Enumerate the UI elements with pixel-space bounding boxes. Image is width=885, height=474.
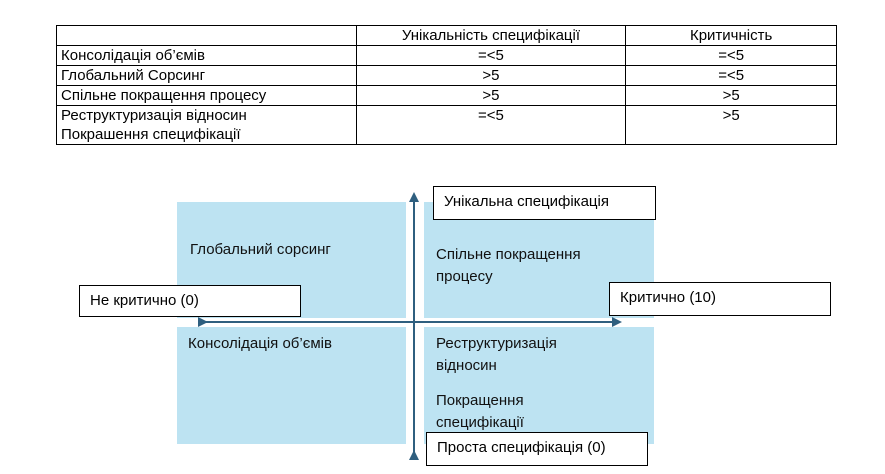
axis-label-unique-spec: Унікальна специфікація [433,186,656,220]
row-label: Спільне покращення процесу [57,86,357,106]
row-criticality: >5 [626,86,837,106]
quadrant-label-volume-consolidation: Консолідація об’ємів [188,335,332,352]
joint-improvement-line2: процесу [436,268,493,285]
row-uniqueness: =<5 [356,46,626,66]
row-label: Глобальний Сорсинг [57,66,357,86]
row-criticality: =<5 [626,66,837,86]
row-uniqueness: =<5 [356,106,626,145]
quadrant-label-global-sourcing: Глобальний сорсинг [190,241,331,258]
restructuring-line1: Реструктуризація [436,335,557,352]
table-header-uniqueness: Унікальність специфікації [356,26,626,46]
restructuring-line2: відносин [436,357,497,374]
row-criticality: >5 [626,106,837,145]
row-criticality: =<5 [626,46,837,66]
table-header-criticality: Критичність [626,26,837,46]
axis-label-critical: Критично (10) [609,282,831,316]
row-label-line1: Реструктуризація відносин [61,107,247,124]
axis-label-simple-spec: Проста специфікація (0) [426,432,648,466]
row-uniqueness: >5 [356,86,626,106]
spec-improvement-line1: Покращення [436,392,524,409]
axis-label-not-critical: Не критично (0) [79,285,301,317]
row-label-line2: Покрашення специфікації [61,126,241,143]
joint-improvement-line1: Спільне покращення [436,246,581,263]
row-label: Консолідація об’ємів [57,46,357,66]
row-uniqueness: >5 [356,66,626,86]
spec-improvement-line2: специфікації [436,414,524,431]
